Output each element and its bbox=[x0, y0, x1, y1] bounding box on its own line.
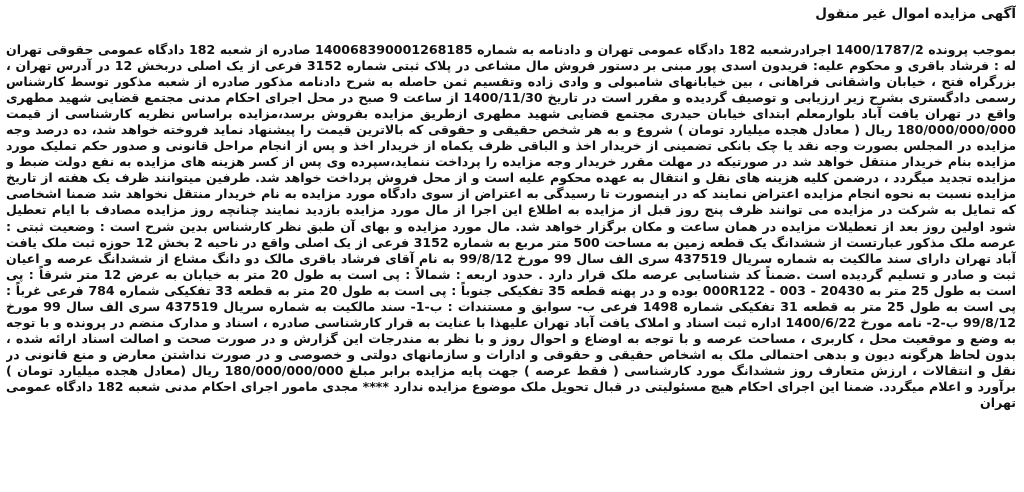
notice-body bbox=[6, 42, 1016, 488]
notice-body-text: بموجب پرونده 1400/1787/2 اجرادرشعبه 182 دادگاه عمومی تهران و دادنامه به شماره 140068390001268185 صادره از شعبه 182 دادگاه عمومی حقوقی تهران له : فرشاد باقری و محکوم علیه: فریدون اسدی پور مبنی بر دستور فروش مال مشاعی در پلاک ثبتی شماره 3152 فرعی از یک اصلی دربخش 12 در آدرس تهران ، بزرگراه فتح ، خیابان واشقانی فراهانی ، بین خیابانهای شامبولی و وادی زاده وتقسیم ثمن حاصله به شرح دادنامه مذکور صادره از شعبه مذکور توسط کارشناس رسمی دادگستری بشرح زیر ارزیابی و توصیف گردیده و مقرر است در تاریخ 1400/11/30 از ساعت 9 صبح در محل اجرای احکام مدنی مجتمع قضایی شهید مطهری واقع در تهران یافت آباد بلوارمعلم ابتدای خیابان حیدری مجتمع قضایی شهید مطهری ازطریق مزایده بفروش برسد،مزایده براساس نظریه کارشناسی از قیمت 180/000/000/000 ریال ( معادل هجده میلیارد تومان ) شروع و به هر شخص حقیقی و حقوقی که بالاترین قیمت را پیشنهاد نماید فروخته خواهد شد، ده درصد وجه مزایده در المجلس بصورت وجه نقد یا چک بانکی تضمینی از خریدار اخذ و الباقی ظرف یکماه از خریدار اخذ و پس از انجام مراحل قانونی و صدور حکم تملیک مورد مزایده بنام خریدار منتقل خواهد شد در صورتیکه در مهلت مقرر خریدار وجه مزایده را پرداخت ننماید،سپرده وی پس از کسر هزینه های مزایده به نفع دولت ضبط و مزایده تجدید میگردد ، درضمن کلیه هزینه های نقل و انتقال به عهده محکوم علیه است و از محل فروش پرداخت خواهد شد. طرفین میتوانند ظرف یک هفته از تاریخ مزایده نسبت به نحوه انجام مزایده اعتراض نمایند که در اینصورت تا رسیدگی به اعتراض از سوی دادگاه مورد مزایده به نام خریدار منتقل نخواهد شد ضمنا اشخاصی که تمایل به شرکت در مزایده می توانند ظرف پنج روز قبل از مزایده به اطلاع این اجرا از مال مورد مزایده بازدید نمایند چنانچه روز مزایده مصادف با ایام تعطیل شود اولین روز بعد از تعطیلات مزایده در همان ساعت و مکان برگزار خواهد شد. مال مورد مزایده و بهای آن طبق نظر کارشناس بدین شرح است : وضعیت ثبتی : عرصه ملک مذکور عبارتست از ششدانگ یک قطعه زمین به مساحت 500 متر مربع به شماره 3152 فرعی از یک اصلی واقع در ناحیه 2 بخش 12 حوزه ثبت ملک یافت آباد تهران دارای سند مالکیت به شماره سریال 437519 سری الف سال 99 مورخ 99/8/12 به نام آقای فرشاد باقری مالک دو دانگ مشاع از ششدانگ عرصه و اعیان ثبت و صادر و تسلیم گردیده است .ضمناً کد شناسایی عرصه ملک قرار دارد . حدود اربعه : شمالاً : پی است به طول 20 متر به خیابان به عرض 12 متر شرقاً : پی است به طول 25 متر به 000R122 - 003 - 20430 بوده و در پهنه قطعه 35 تفکیکی جنوباً : پی است به طول 20 متر به قطعه 33 تفکیکی شماره 784 فرعی غرباً : پی است به طول 25 متر به قطعه 31 تفکیکی شماره 1498 فرعی ب- سوابق و مستندات : ب-1- سند مالکیت به شماره سریال 437519 سری الف سال 99 مورخ 99/8/12 ب-2- نامه مورخ 1400/6/22 اداره ثبت اسناد و املاک یافت آباد تهران علیهذا با عنایت به قرار کارشناسی صادره ، اسناد و مدارک منضم در پرونده و با توجه به وضع و موقعیت محل ، کاربری ، مساحت عرصه و با توجه به اوضاع و احوال روز و با نظر به مندرجات این گزارش و در صورت صحت و اصالت اسناد ارائه شده ، بدون لحاظ هرگونه دیون و بدهی احتمالی ملک به اشخاص حقیقی و حقوقی و ادارات و سازمانهای دولتی و خصوصی و در صورت نداشتن معارض و منع قانونی در نقل و انتقالات ، ارزش متعارف روز ششدانگ مورد کارشناسی ( فقط عرصه ) جهت پایه مزایده برابر مبلغ 180/000/000/000 ریال (معادل هجده میلیارد تومان ) برآورد و اعلام میگردد. ضمنا این اجرای احکام هیچ مسئولیتی در قبال تحویل ملک موضوع مزایده ندارد **** مجدی مامور اجرای احکام مدنی شعبه 182 دادگاه عمومی تهران bbox=[6, 42, 1016, 411]
notice-title: آگهی مزایده اموال غیر منقول bbox=[815, 6, 1016, 22]
auction-notice bbox=[6, 4, 1016, 488]
